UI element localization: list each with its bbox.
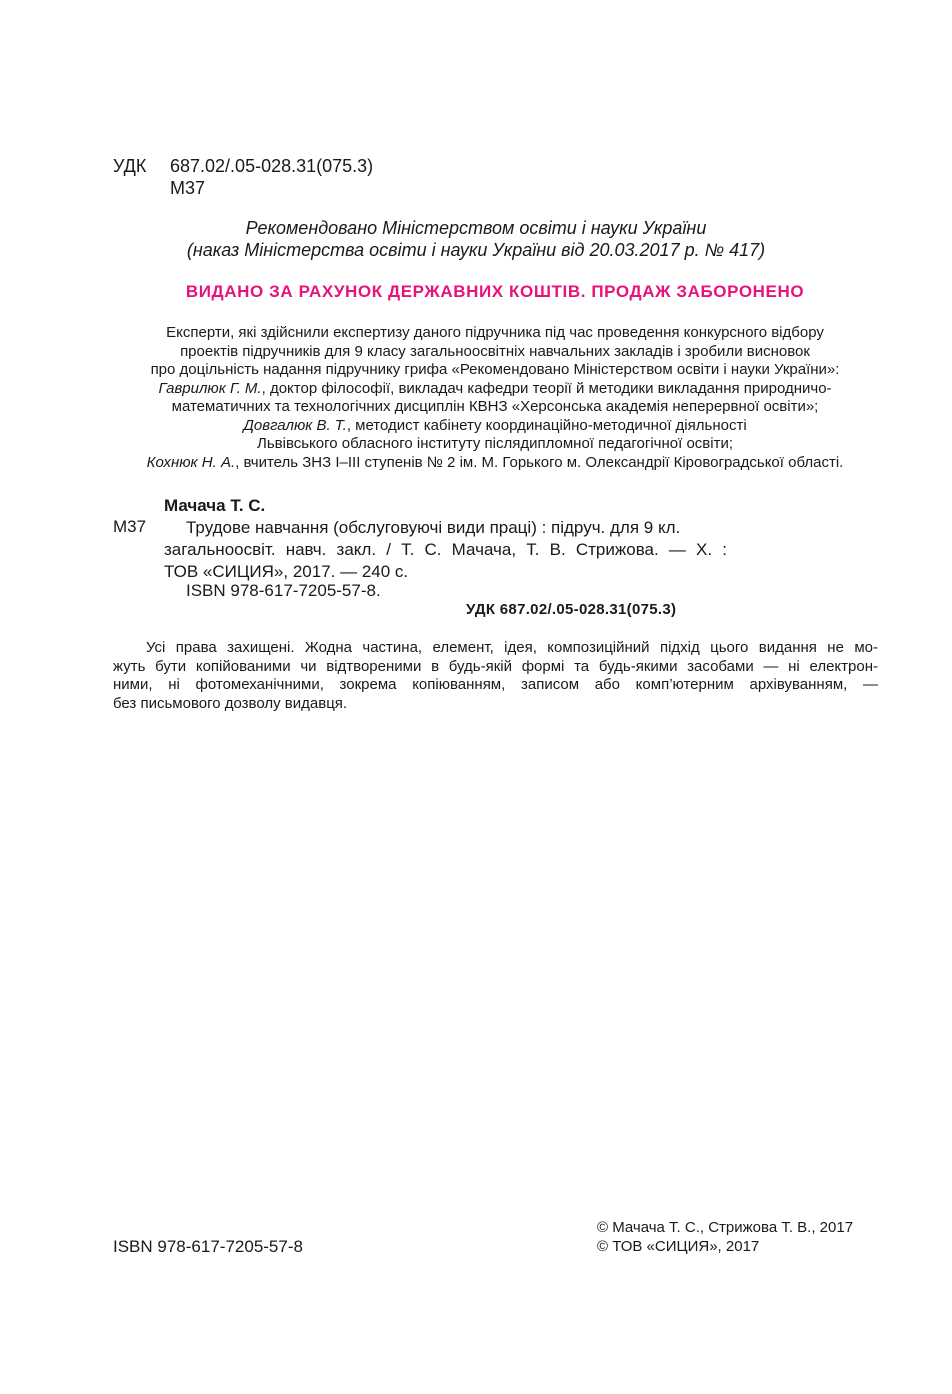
expert1-name: Гаврилюк Г. М. [158,379,262,397]
expert2-desc-line1: , методист кабінету координаційно-методичної діяльності [346,416,747,434]
udk-code: 687.02/.05-028.31(075.3) [170,156,374,176]
rights-line2: жуть бути копійованими чи відтвореними в будь-якій формі та будь-якими засобами — ні електрон- [113,657,878,675]
state-funded-notice: ВИДАНО ЗА РАХУНОК ДЕРЖАВНИХ КОШТІВ. ПРОДАЖ ЗАБОРОНЕНО [185,282,805,301]
author-mark: М37 [170,178,206,198]
card-code: М37 [113,517,147,536]
card-isbn: ISBN 978-617-7205-57-8. [186,581,381,600]
expert2-name: Довгалюк В. Т. [243,416,347,434]
card-description [164,517,727,583]
experts-intro-line1: Експерти, які здійснили експертизу даного підручника під час проведення конкурсного відбору [166,324,824,341]
card-udk: УДК 687.02/.05-028.31(075.3) [466,601,677,618]
expert3 [0,454,952,473]
rights-line3: ними, ні фотомеханічними, зокрема копіюванням, записом або комп’ютерним архівуванням, — [113,676,878,694]
experts-intro-line3: про доцільність надання підручнику грифа «Рекомендовано Міністерством освіти і науки України»: [150,361,840,378]
recommendation-line1: Рекомендовано Міністерством освіти і науки України [245,218,707,238]
expert3-desc: , вчитель ЗНЗ І–ІІІ ступенів № 2 ім. М. Горького м. Олександрії Кіровоградської області. [235,453,844,471]
card-author: Мачача Т. С. [164,496,266,515]
experts-intro-line2: проектів підручників для 9 класу загальноосвітніх навчальних закладів і зробили висновок [180,342,810,360]
rights-paragraph [113,639,878,713]
expert2 [0,417,952,436]
copyright-publisher: © ТОВ «СИЦИЯ», 2017 [597,1238,760,1255]
footer-isbn: ISBN 978-617-7205-57-8 [113,1237,303,1256]
copyright-authors: © Мачача Т. С., Стрижова Т. В., 2017 [597,1219,854,1236]
expert3-name: Кохнюк Н. А. [146,453,236,471]
udk-label: УДК [113,156,147,176]
card-title-line2: загальноосвіт. навч. закл. / Т. С. Мачача, Т. В. Стрижова. — Х. : [164,540,727,559]
expert1-desc-line1: , доктор філософії, викладач кафедри теорії й методики викладання природничо- [261,379,832,397]
recommendation-line2: (наказ Міністерства освіти і науки України від 20.03.2017 р. № 417) [186,240,766,260]
card-title-line1: Трудове навчання (обслуговуючі види праці) : підруч. для 9 кл. [186,518,681,537]
expert1-desc-line2: математичних та технологічних дисциплін КВНЗ «Херсонська академія неперервної освіти»; [171,398,819,415]
experts-block [0,324,952,472]
expert2-desc-line2: Львівського обласного інституту післядипломної педагогічної освіти; [256,435,733,452]
card-title-line3: ТОВ «СИЦИЯ», 2017. — 240 с. [164,562,409,581]
rights-line4: без письмового дозволу видавця. [113,694,348,712]
rights-line1: Усі права захищені. Жодна частина, елемент, ідея, композиційний підхід цього видання не мо- [146,639,878,656]
expert1 [0,380,952,399]
